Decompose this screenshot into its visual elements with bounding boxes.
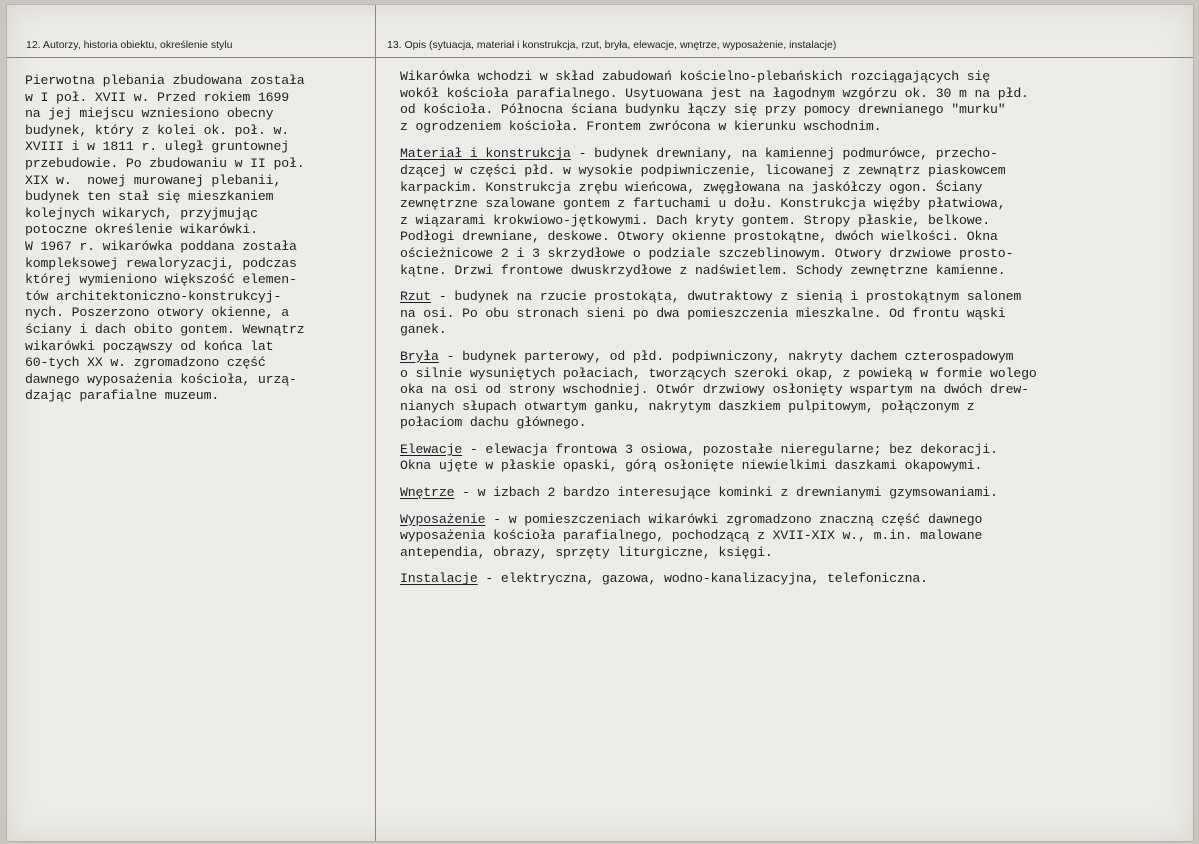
section-line: dzącej w części płd. w wysokie podpiwniczenie, licowanej z zewnątrz piaskowcem (400, 162, 1006, 178)
section-line: antependia, obrazy, sprzęty liturgiczne, księgi. (400, 544, 773, 560)
section-line: Okna ujęte w płaskie opaski, górą osłonięte niewielkimi daszkami okapowymi. (400, 458, 983, 474)
section-first-line (400, 349, 1192, 366)
history-line: XIX w. nowej murowanej plebanii, (25, 172, 282, 188)
section-first-text: - elewacja frontowa 3 osiowa, pozostałe nieregularne; bez dekoracji. (462, 441, 998, 457)
section-line: ganek. (400, 322, 447, 338)
section-line: nianych słupach otwartym ganku, nakrytym daszkiem pulpitowym, połączonym z (400, 398, 975, 414)
section-line: na osi. Po obu stronach sieni po dwa pomieszczenia mieszkalne. Od frontu wąski (400, 305, 1006, 321)
history-line: na jej miejscu wzniesiono obecny (25, 106, 274, 122)
history-line: budynek ten stał się mieszkaniem (25, 189, 274, 205)
history-line: nych. Poszerzono otwory okienne, a (25, 305, 289, 321)
section-paragraph (400, 146, 1192, 279)
history-line: tów architektoniczno-konstrukcyj- (25, 288, 282, 304)
history-line: Pierwotna plebania zbudowana została (25, 73, 305, 88)
catalog-card (6, 4, 1194, 842)
section-first-line (400, 442, 1192, 459)
history-line: potoczne określenie wikarówki. (25, 222, 258, 238)
history-line: budynek, który z kolei ok. poł. w. (25, 122, 289, 138)
right-column-header: 13. Opis (sytuacja, materiał i konstrukcja, rzut, bryła, elewacje, wnętrze, wyposażenie, instalacje) (387, 39, 837, 51)
section-first-line (400, 485, 1192, 502)
section-line: z wiązarami krokwiowo-jętkowymi. Dach kryty gontem. Stropy płaskie, belkowe. (400, 212, 991, 228)
history-line: przebudowie. Po zbudowaniu w II poł. (25, 155, 305, 171)
intro-line: wokół kościoła parafialnego. Usytuowana jest na łagodnym wzgórzu ok. 30 m na płd. (400, 85, 1029, 101)
section-title: Materiał i konstrukcja (400, 146, 571, 162)
section-paragraph (400, 485, 1192, 502)
section-first-line (400, 512, 1192, 529)
section-title: Wnętrze (400, 485, 455, 501)
section-first-text: - w izbach 2 bardzo interesujące kominki z drewnianymi gzymsowaniami. (454, 485, 998, 501)
section-title: Instalacje (400, 571, 478, 587)
history-line: której wymieniono większość elemen- (25, 272, 297, 288)
section-title: Rzut (400, 289, 432, 305)
history-line: kolejnych wikarych, przyjmując (25, 205, 258, 221)
section-first-text: - w pomieszczeniach wikarówki zgromadzono znaczną część dawnego (485, 511, 983, 527)
section-title: Bryła (400, 348, 439, 364)
section-line: kątne. Drzwi frontowe dwuskrzydłowe z nadświetlem. Schody zewnętrzne kamienne. (400, 262, 1006, 278)
history-text (25, 73, 375, 405)
section-title: Elewacje (400, 441, 463, 457)
history-line: w I poł. XVII w. Przed rokiem 1699 (25, 89, 289, 105)
history-line: kompleksowej rewaloryzacji, podczas (25, 255, 297, 271)
intro-line: od kościoła. Północna ściana budynku łączy się przy pomocy drewnianego "murku" (400, 102, 1006, 118)
column-divider (375, 5, 376, 841)
section-line: ościeżnicowe 2 i 3 skrzydłowe o podziale szczeblinowym. Otwory drzwiowe prosto- (400, 245, 1014, 261)
history-line: ściany i dach obito gontem. Wewnątrz (25, 321, 305, 337)
section-line: Podłogi drewniane, deskowe. Otwory okienne prostokątne, dwóch wielkości. Okna (400, 229, 998, 245)
section-paragraph (400, 571, 1192, 588)
section-line: o silnie wysuniętych połaciach, tworzących szeroki okap, z powieką w formie wolego (400, 365, 1037, 381)
section-first-line (400, 146, 1192, 163)
section-line: połaciom dachu głównego. (400, 415, 587, 431)
section-paragraph (400, 349, 1192, 432)
section-first-text: - budynek drewniany, na kamiennej podmurówce, przecho- (570, 146, 998, 162)
intro-paragraph (400, 69, 1192, 135)
section-line: zewnętrzne szalowane gontem z fartuchami u dołu. Konstrukcja więźby płatwiowa, (400, 196, 1006, 212)
left-column-header: 12. Autorzy, historia obiektu, określenie stylu (26, 39, 233, 51)
intro-line: z ogrodzeniem kościoła. Frontem zwrócona w kierunku wschodnim. (400, 118, 882, 134)
section-paragraph (400, 289, 1192, 339)
section-line: oka na osi od strony wschodniej. Otwór drzwiowy osłonięty wspartym na dwóch drew- (400, 382, 1029, 398)
history-line: W 1967 r. wikarówka poddana została (25, 238, 297, 254)
section-paragraph (400, 442, 1192, 475)
history-line: dawnego wyposażenia kościoła, urzą- (25, 371, 297, 387)
intro-line: Wikarówka wchodzi w skład zabudowań kościelno-plebańskich rozciągających się (400, 69, 991, 84)
section-first-text: - budynek na rzucie prostokąta, dwutraktowy z sienią i prostokątnym salonem (431, 289, 1022, 305)
section-line: wyposażenia kościoła parafialnego, pochodzącą z XVII-XIX w., m.in. malowane (400, 528, 983, 544)
header-divider (7, 57, 1193, 58)
section-line: karpackim. Konstrukcja zrębu wieńcowa, zwęgłowana na jaskółczy ogon. Ściany (400, 179, 983, 195)
section-title: Wyposażenie (400, 511, 486, 527)
history-line: wikarówki począwszy od końca lat (25, 338, 274, 354)
section-first-text: - elektryczna, gazowa, wodno-kanalizacyjna, telefoniczna. (477, 571, 928, 587)
history-line: XVIII i w 1811 r. uległ gruntownej (25, 139, 289, 155)
section-first-line (400, 571, 1192, 588)
history-line: dzając parafialne muzeum. (25, 388, 220, 404)
section-first-line (400, 289, 1192, 306)
history-line: 60-tych XX w. zgromadzono część (25, 355, 266, 371)
description-text (400, 69, 1192, 598)
section-paragraph (400, 512, 1192, 562)
section-first-text: - budynek parterowy, od płd. podpiwniczony, nakryty dachem czterospadowym (438, 348, 1014, 364)
